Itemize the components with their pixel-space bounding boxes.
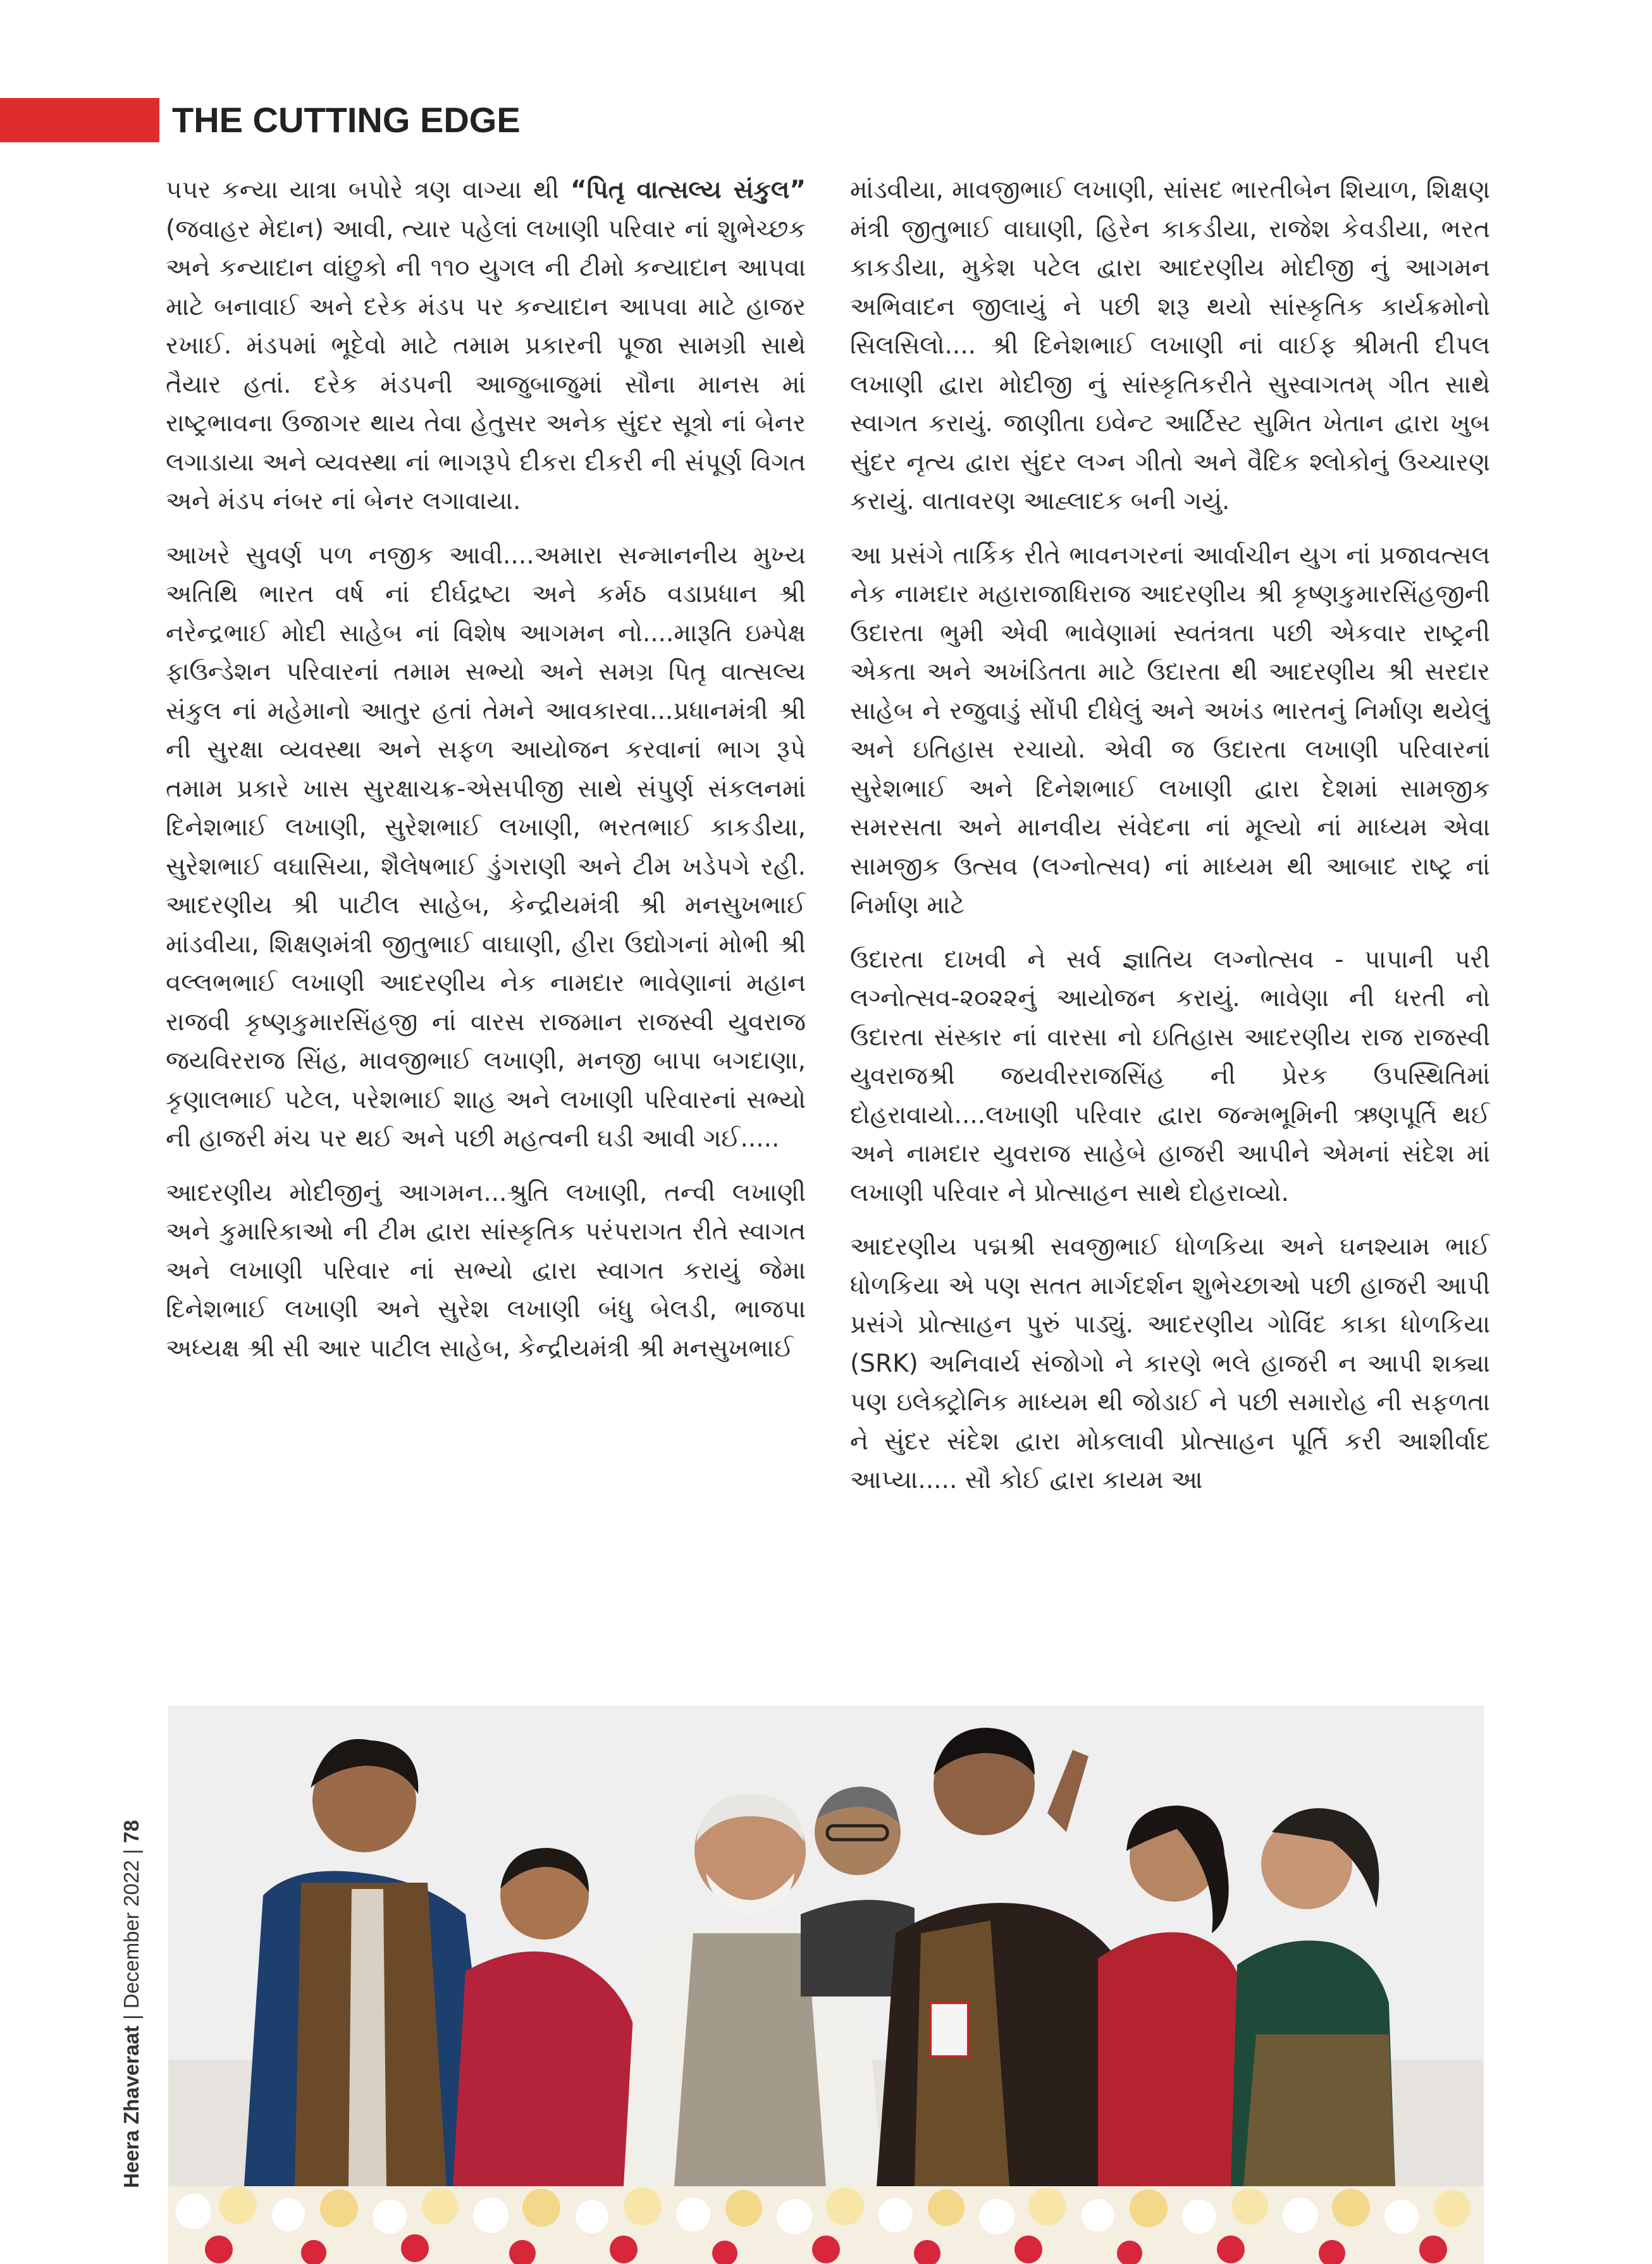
article-paragraph: માંડવીયા, માવજીભાઈ લખાણી, સાંસદ ભારતીબેન શિયાળ, શિક્ષણ મંત્રી જીતુભાઈ વાઘાણી, હિરેન કાકડીયા, રાજેશ કેવડીયા, ભરત કાકડીયા, મુકેશ પટેલ દ્વારા આદરણીય મોદીજી નું આગમન અભિવાદન જીલાયું ને પછી શરૂ થયો સાંસ્કૃતિક કાર્યક્રમોનો સિલસિલો.... શ્રી દિનેશભાઈ લખાણી નાં વાઈફ શ્રીમતી દીપલ લખાણી દ્વારા મોદીજી નું સાંસ્કૃતિકરીતે સુસ્વાગતમ્ ગીત સાથે સ્વાગત કરાયું. જાણીતા ઇવેન્ટ આર્ટિસ્ટ સુમિત ખેતાન દ્વારા ખુબ સુંદર નૃત્ય દ્વારા સુંદર લગ્ન ગીતો અને વૈદિક શ્લોકોનું ઉચ્ચારણ કરાયું. વાતાવરણ આહ્લાદક બની ગયું. <box>850 176 1490 515</box>
group-photo-illustration <box>168 1706 1484 2264</box>
article-paragraph <box>166 171 806 521</box>
article-paragraph: ઉદારતા દાખવી ને સર્વ જ્ઞાતિય લગ્નોત્સવ - પાપાની પરી લગ્નોત્સવ-૨૦૨૨નું આયોજન કરાયું. ભાવેણા ની ધરતી નો ઉદારતા સંસ્કાર નાં વારસા નો ઇતિહાસ આદરણીય રાજ રાજસ્વી યુવરાજશ્રી જયવીરરાજસિંહ ની પ્રેરક ઉપસ્થિતિમાં દોહરાવાયો....લખાણી પરિવાર દ્વારા જન્મભૂમિની ઋણપૂર્તિ થઈ અને નામદાર યુવરાજ સાહેબે હાજરી આપીને એમનાં સંદેશ માં લખાણી પરિવાર ને પ્રોત્સાહન સાથે દોહરાવ્યો. <box>850 945 1490 1207</box>
event-photo <box>168 1706 1484 2264</box>
issue-date: December 2022 <box>120 1860 143 2009</box>
paragraph-text: ૫૫ર કન્યા યાત્રા બપોરે ત્રણ વાગ્યા થી <box>166 176 570 204</box>
magazine-name: Heera Zhaveraat <box>120 2026 143 2188</box>
article-column-left <box>166 171 806 1685</box>
article-column-right <box>850 171 1490 1685</box>
section-title: THE CUTTING EDGE <box>172 100 521 140</box>
page-number: 78 <box>120 1819 143 1843</box>
footer-separator: | <box>120 1843 143 1855</box>
flower-garland <box>168 2186 1484 2264</box>
venue-name-bold: “પિતૃ વાત્સલ્ય સંકુલ” <box>570 176 806 204</box>
footer-separator: | <box>120 2009 143 2020</box>
article-paragraph: આખરે સુવર્ણ પળ નજીક આવી....અમારા સન્માનનીય મુખ્ય અતિથિ ભારત વર્ષ નાં દીર્ઘદ્રષ્ટા અને કર્મઠ વડાપ્રધાન શ્રી નરેન્દ્રભાઈ મોદી સાહેબ નાં વિશેષ આગમન નો....મારૂતિ ઇમ્પેક્ષ ફાઉન્ડેશન પરિવારનાં તમામ સભ્યો અને સમગ્ર પિતૃ વાત્સલ્ય સંકુલ નાં મહેમાનો આતુર હતાં તેમને આવકારવા...પ્રધાનમંત્રી શ્રી ની સુરક્ષા વ્યવસ્થા અને સફળ આયોજન કરવાનાં ભાગ રૂપે તમામ પ્રકારે ખાસ સુરક્ષાચક્ર-એસપીજી સાથે સંપુર્ણ સંકલનમાં દિનેશભાઈ લખાણી, સુરેશભાઈ લખાણી, ભરતભાઈ કાકડીયા, સુરેશભાઈ વઘાસિયા, શૈલેષભાઈ ડુંગરાણી અને ટીમ ખડેપગે રહી. આદરણીય શ્રી પાટીલ સાહેબ, કેન્દ્રીયમંત્રી શ્રી મનસુખભાઈ માંડવીયા, શિક્ષણમંત્રી જીતુભાઈ વાઘાણી, હીરા ઉદ્યોગનાં મોભી શ્રી વલ્લભભાઈ લખાણી આદરણીય નેક નામદાર ભાવેણાનાં મહાન રાજવી કૃષ્ણકુમારસિંહજી નાં વારસ રાજમાન રાજસ્વી યુવરાજ જયવિરરાજ સિંહ, માવજીભાઈ લખાણી, મનજી બાપા બગદાણા, કૃણાલભાઈ પટેલ, પરેશભાઈ શાહ અને લખાણી પરિવારનાં સભ્યો ની હાજરી મંચ પર થઈ અને પછી મહત્વની ઘડી આવી ગઈ..... <box>166 541 806 1153</box>
page-footer-vertical <box>119 1820 144 2188</box>
article-paragraph: આ પ્રસંગે તાર્કિક રીતે ભાવનગરનાં આર્વાચીન યુગ નાં પ્રજાવત્સલ નેક નામદાર મહારાજાધિરાજ આદરણીય શ્રી કૃષ્ણકુમારસિંહજીની ઉદારતા ભુમી એવી ભાવેણામાં સ્વતંત્રતા પછી એકવાર રાષ્ટ્રની એકતા અને અખંડિતતા માટે ઉદારતા થી આદરણીય શ્રી સરદાર સાહેબ ને રજુવાડું સોંપી દીધેલું અને અખંડ ભારતનું નિર્માણ થયેલું અને ઇતિહાસ રચાયો. એવી જ ઉદારતા લખાણી પરિવારનાં સુરેશભાઈ અને દિનેશભાઈ લખાણી દ્વારા દેશમાં સામજીક સમરસતા અને માનવીય સંવેદના નાં મૂલ્યો નાં માધ્યમ એવા સામજીક ઉત્સવ (લગ્નોત્સવ) નાં માધ્યમ થી આબાદ રાષ્ટ્ર નાં નિર્માણ માટે <box>850 541 1490 920</box>
article-paragraph: આદરણીય મોદીજીનું આગમન...શ્રુતિ લખાણી, તન્વી લખાણી અને કુમારિકાઓ ની ટીમ દ્વારા સાંસ્કૃતિક પરંપરાગત રીતે સ્વાગત અને લખાણી પરિવાર નાં સભ્યો દ્વારા સ્વાગત કરાયું જેમા દિનેશભાઈ લખાણી અને સુરેશ લખાણી બંધુ બેલડી, ભાજપા અધ્યક્ષ શ્રી સી આર પાટીલ સાહેબ, કેન્દ્રીયમંત્રી શ્રી મનસુખભાઈ <box>166 1178 806 1363</box>
paragraph-text: (જવાહર મેદાન) આવી, ત્યાર પહેલાં લખાણી પરિવાર નાં શુભેચ્છક અને કન્યાદાન વાંછુકો ની ૧૧૦ યુગલ ની ટીમો કન્યાદાન આપવા માટે બનાવાઈ અને દરેક મંડપ પર કન્યાદાન આપવા માટે હાજર રખાઈ. મંડપમાં ભૂદેવો માટે તમામ પ્રકારની પૂજા સામગ્રી સાથે તૈયાર હતાં. દરેક મંડપની આજુબાજુમાં સૌના માનસ માં રાષ્ટ્રભાવના ઉજાગર થાય તેવા હેતુસર અનેક સુંદર સૂત્રો નાં બેનર લગાડાયા અને વ્યવસ્થા નાં ભાગરૂપે દીકરા દીકરી ની સંપૂર્ણ વિગત અને મંડપ નંબર નાં બેનર લગાવાયા. <box>166 214 806 515</box>
article-paragraph: આદરણીય પદ્મશ્રી સવજીભાઈ ધોળકિયા અને ઘનશ્યામ ભાઈ ધોળકિયા એ પણ સતત માર્ગદર્શન શુભેચ્છાઓ પછી હાજરી આપી પ્રસંગે પ્રોત્સાહન પુરું પાડ્યું. આદરણીય ગોવિંદ કાકા ધોળકિયા (SRK) અનિવાર્ય સંજોગો ને કારણે ભલે હાજરી ન આપી શક્યા પણ ઇલેક્ટ્રોનિક માધ્યમ થી જોડાઈ ને પછી સમારોહ ની સફળતા ને સુંદર સંદેશ દ્વારા મોકલાવી પ્રોત્સાહન પૂર્તિ કરી આશીર્વાદ આપ્યા..... સૌ કોઈ દ્વારા કાયમ આ <box>850 1233 1490 1494</box>
header-accent-bar <box>0 98 159 142</box>
